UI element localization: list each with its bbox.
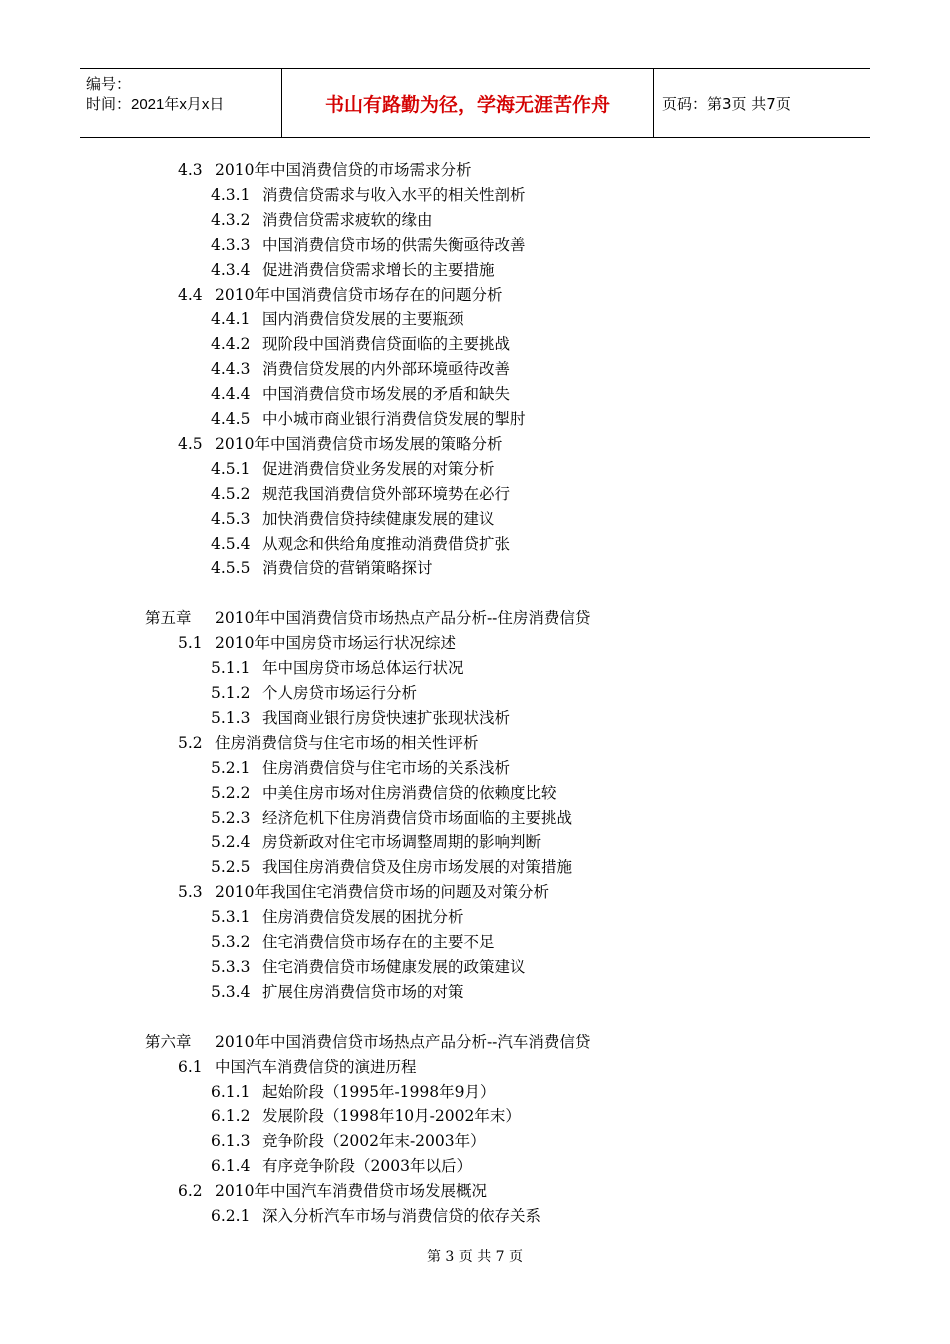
toc-number: 5.3.2: [211, 933, 251, 951]
toc-subsection: [211, 756, 510, 781]
toc-number: 4.4.3: [211, 360, 251, 379]
toc-number: 5.1: [178, 634, 203, 653]
toc-subsection: [211, 1204, 541, 1229]
toc-subsection: [211, 855, 572, 880]
toc-title: 中国消费信贷市场的供需失衡亟待改善: [262, 235, 526, 254]
toc-number: 4.5.1: [211, 459, 251, 478]
toc-number: 6.2.1: [211, 1207, 251, 1225]
toc-subsection: [211, 532, 510, 557]
toc-subsection: [211, 980, 464, 1005]
toc-title: 有序竞争阶段（2003年以后）: [262, 1157, 472, 1176]
toc-title: 国内消费信贷发展的主要瓶颈: [262, 310, 464, 329]
toc-subsection: [211, 457, 495, 482]
toc-title: 我国住房消费信贷及住房市场发展的对策措施: [262, 858, 573, 877]
toc-section: [178, 283, 502, 308]
toc-subsection: [211, 905, 464, 930]
toc-number: 4.5.3: [211, 509, 251, 528]
toc-subsection: [211, 930, 495, 955]
toc-title: 发展阶段（1998年10月-2002年末）: [262, 1107, 521, 1126]
toc-number: 4.5.5: [211, 559, 251, 578]
toc-title: 住房消费信贷与住宅市场的关系浅析: [262, 758, 511, 777]
toc-subsection: [211, 1080, 496, 1105]
toc-title: 2010年中国汽车消费借贷市场发展概况: [215, 1182, 487, 1201]
toc-number: 6.1.4: [211, 1157, 251, 1176]
toc-subsection: [211, 482, 510, 507]
toc-title: 个人房贷市场运行分析: [262, 684, 418, 702]
toc-number: 4.3.1: [211, 185, 251, 204]
toc-title: 加快消费信贷持续健康发展的建议: [262, 509, 495, 528]
serial-label: 编号：: [86, 76, 132, 93]
toc-number: 6.2: [178, 1182, 203, 1201]
toc-subsection: [211, 208, 433, 233]
toc-title: 住宅消费信贷市场健康发展的政策建议: [262, 957, 526, 976]
page-footer: 第 3 页 共 7 页: [426, 1249, 524, 1265]
toc-number: 4.4.4: [211, 385, 251, 404]
toc-subsection: [211, 507, 495, 532]
toc-section: [178, 432, 502, 457]
toc-chapter: [145, 1030, 590, 1055]
toc-subsection: [211, 1154, 472, 1179]
toc-section: [178, 880, 549, 905]
header-page-number: 页码：第3页 共7页: [662, 94, 791, 113]
toc-title: 2010年我国住宅消费信贷市场的问题及对策分析: [215, 883, 549, 902]
toc-section: [178, 158, 471, 183]
toc-number: 4.3: [178, 161, 203, 179]
toc-subsection: [211, 781, 557, 806]
toc-title: 2010年中国消费信贷市场存在的问题分析: [215, 285, 503, 304]
toc-number: 4.3.4: [211, 260, 251, 279]
toc-section: [178, 1055, 417, 1080]
toc-title: 中国汽车消费信贷的演进历程: [215, 1057, 417, 1076]
toc-number: 第六章: [145, 1032, 192, 1051]
toc-number: 4.4.2: [211, 335, 251, 354]
toc-section: [178, 1179, 487, 1204]
toc-number: 5.3.4: [211, 982, 251, 1001]
toc-number: 5.2.2: [211, 783, 251, 802]
toc-number: 6.1: [178, 1057, 203, 1076]
toc-title: 从观念和供给角度推动消费借贷扩张: [262, 534, 511, 553]
toc-subsection: [211, 407, 526, 432]
toc-subsection: [211, 955, 526, 980]
toc-subsection: [211, 183, 526, 208]
toc-number: 4.5: [178, 434, 203, 453]
toc-title: 我国商业银行房贷快速扩张现状浅析: [262, 708, 511, 727]
toc-title: 年中国房贷市场总体运行状况: [262, 659, 464, 678]
toc-number: 5.2.4: [211, 833, 251, 852]
toc-number: 4.5.2: [211, 484, 251, 503]
toc-title: 中小城市商业银行消费信贷发展的掣肘: [262, 410, 526, 428]
toc-subsection: [211, 681, 417, 706]
toc-number: 6.1.3: [211, 1132, 251, 1151]
toc-title: 2010年中国消费信贷的市场需求分析: [215, 161, 472, 179]
toc-number: 4.4.5: [211, 410, 251, 428]
toc-number: 5.2: [178, 733, 203, 752]
toc-title: 扩展住房消费信贷市场的对策: [262, 982, 464, 1001]
toc-number: 5.2.5: [211, 858, 251, 877]
toc-subsection: [211, 1104, 521, 1129]
toc-number: 5.3.3: [211, 957, 251, 976]
toc-subsection: [211, 233, 526, 258]
toc-subsection: [211, 1129, 486, 1154]
toc-number: 5.1.3: [211, 708, 251, 727]
header-meta: [80, 69, 282, 137]
toc-title: 消费信贷需求与收入水平的相关性剖析: [262, 185, 526, 204]
toc-title: 起始阶段（1995年-1998年9月）: [262, 1082, 496, 1101]
toc-number: 4.4: [178, 285, 203, 304]
toc-title: 竞争阶段（2002年末-2003年）: [262, 1132, 486, 1151]
toc-number: 4.3.3: [211, 235, 251, 254]
toc-subsection: [211, 357, 510, 382]
toc-number: 5.3.1: [211, 908, 251, 927]
toc-title: 住房消费信贷发展的困扰分析: [262, 908, 464, 927]
toc-title: 中美住房市场对住房消费信贷的依赖度比较: [262, 783, 557, 802]
page-header: [80, 68, 870, 138]
toc-title: 促进消费信贷业务发展的对策分析: [262, 459, 495, 478]
toc-subsection: [211, 382, 510, 407]
toc-title: 房贷新政对住宅市场调整周期的影响判断: [262, 833, 542, 852]
toc-subsection: [211, 656, 464, 681]
toc-number: 5.1.2: [211, 684, 251, 702]
toc-title: 住宅消费信贷市场存在的主要不足: [262, 933, 495, 951]
toc-title: 2010年中国消费信贷市场发展的策略分析: [215, 434, 503, 453]
toc-subsection: [211, 830, 541, 855]
toc-title: 2010年中国消费信贷市场热点产品分析--汽车消费信贷: [215, 1032, 591, 1051]
toc-title: 深入分析汽车市场与消费信贷的依存关系: [262, 1207, 542, 1225]
toc-title: 现阶段中国消费信贷面临的主要挑战: [262, 335, 511, 354]
toc-subsection: [211, 806, 572, 831]
toc-title: 消费信贷的营销策略探讨: [262, 559, 433, 578]
toc-subsection: [211, 332, 510, 357]
toc-title: 经济危机下住房消费信贷市场面临的主要挑战: [262, 808, 573, 827]
toc-section: [178, 631, 456, 656]
toc-title: 消费信贷需求疲软的缘由: [262, 210, 433, 229]
toc-number: 5.2.3: [211, 808, 251, 827]
toc-title: 规范我国消费信贷外部环境势在必行: [262, 484, 511, 503]
toc-subsection: [211, 556, 433, 581]
toc-subsection: [211, 258, 495, 283]
toc-title: 中国消费信贷市场发展的矛盾和缺失: [262, 385, 511, 404]
toc-subsection: [211, 706, 510, 731]
toc-number: 4.4.1: [211, 310, 251, 329]
toc-chapter: [145, 606, 590, 631]
toc-title: 消费信贷发展的内外部环境亟待改善: [262, 360, 511, 379]
toc-section: [178, 731, 479, 756]
toc-number: 5.3: [178, 883, 203, 902]
toc-number: 6.1.1: [211, 1082, 251, 1101]
toc-number: 第五章: [145, 609, 192, 628]
toc-title: 促进消费信贷需求增长的主要措施: [262, 260, 495, 279]
header-motto: 书山有路勤为径，学海无涯苦作舟: [282, 69, 654, 137]
toc-number: 4.3.2: [211, 210, 251, 229]
toc-subsection: [211, 307, 464, 332]
toc-number: 6.1.2: [211, 1107, 251, 1126]
toc-title: 住房消费信贷与住宅市场的相关性评析: [215, 733, 479, 752]
toc-number: 5.1.1: [211, 659, 251, 678]
toc-number: 4.5.4: [211, 534, 251, 553]
toc-title: 2010年中国消费信贷市场热点产品分析--住房消费信贷: [215, 609, 591, 628]
time-label: 时间：2021年x月x日: [86, 96, 225, 113]
toc-number: 5.2.1: [211, 758, 251, 777]
toc-title: 2010年中国房贷市场运行状况综述: [215, 634, 456, 653]
